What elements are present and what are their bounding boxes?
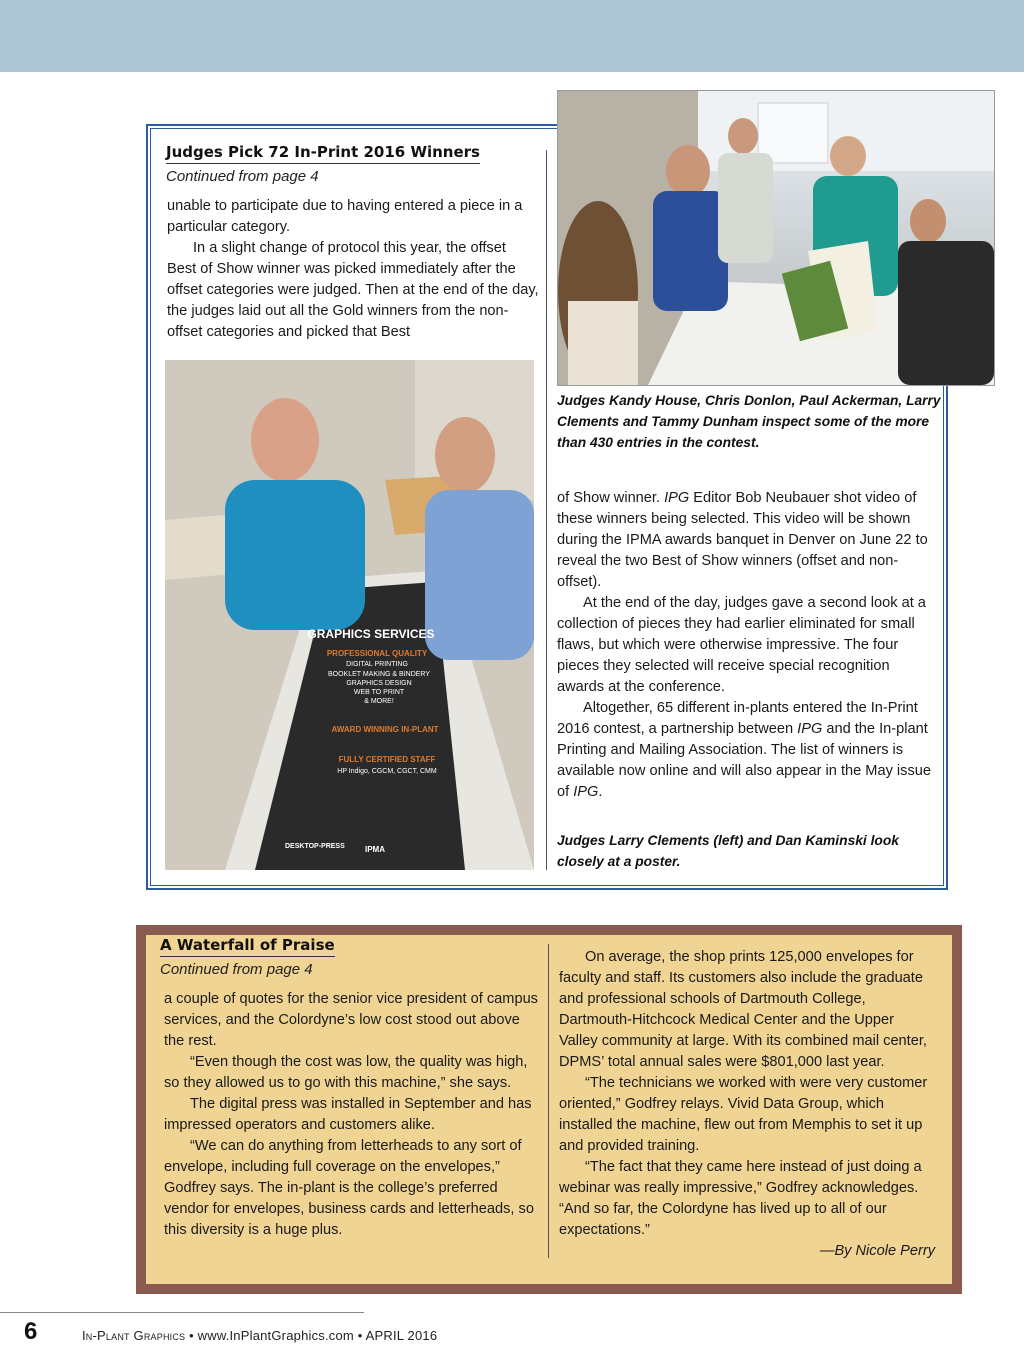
paragraph: “The technicians we worked with were very customer oriented,” Godfrey relays. Vivid Data Group, which installed the machine, flew out from Memphis to set it up and provided training.	[559, 1075, 928, 1154]
paragraph: The digital press was installed in September and has impressed operators and customers alike.	[164, 1096, 532, 1133]
separator: •	[357, 1328, 363, 1343]
paragraph: unable to participate due to having entered a piece in a particular category.	[167, 198, 523, 235]
footer-line	[82, 1328, 437, 1343]
poster-line: & MORE!	[364, 698, 394, 705]
poster-line: GRAPHICS DESIGN	[346, 680, 412, 687]
article-column-2	[557, 488, 935, 803]
photo-caption-top: Judges Kandy House, Chris Donlon, Paul Ackerman, Larry Clements and Tammy Dunham inspect some of the more than 430 entries in the contest.	[557, 393, 941, 450]
publication-abbrev: IPG	[797, 721, 823, 737]
photo-caption-bottom: Judges Larry Clements (left) and Dan Kaminski look closely at a poster.	[557, 833, 899, 869]
poster-line: WEB TO PRINT	[353, 689, 405, 696]
poster-line: DIGITAL PRINTING	[346, 661, 408, 668]
paragraph: In a slight change of protocol this year, the offset Best of Show winner was picked immediately after the offset categories were judged. Then at the end of the day, the judges laid out all the Gold winners from the non-offset categories and picked that Best	[167, 240, 539, 340]
separator: •	[189, 1328, 194, 1343]
text-run: .	[598, 784, 603, 800]
footer-rule	[0, 1312, 364, 1313]
paragraph: On average, the shop prints 125,000 envelopes for faculty and staff. Its customers also include the graduate and professional schools of Dartmouth College, Dartmouth-Hitchcock Medical Center and the Upper Valley community at large. With its combined mail center, DPMS’ total annual sales were $801,000 last year.	[559, 949, 927, 1070]
publication-abbrev: IPG	[573, 784, 599, 800]
paragraph: a couple of quotes for the senior vice president of campus services, and the Colordyne’s low cost stood out above the rest.	[164, 991, 538, 1049]
text-run: of Show winner.	[557, 490, 665, 506]
paragraph: “The fact that they came here instead of just doing a webinar was really impressive,” Godfrey acknowledges. “And so far, the Colordyne has lived up to all of our expectations.”	[559, 1159, 922, 1238]
poster-title: GRAPHICS SERVICES	[307, 627, 435, 641]
poster-line: PROFESSIONAL QUALITY	[326, 649, 428, 658]
page-number: 6	[24, 1318, 38, 1345]
column-rule	[546, 150, 547, 870]
poster-logo: DESKTOP-PRESS	[285, 843, 345, 850]
paragraph: “Even though the cost was low, the quality was high, so they allowed us to go with this machine,” she says.	[164, 1054, 528, 1091]
paragraph: At the end of the day, judges gave a second look at a collection of pieces they had earlier eliminated for small flaws, but which were otherwise impressive. The four pieces they selected will receive special recognition awards at the conference.	[557, 595, 926, 695]
text-run: Altogether, 65 different in-plants entered the In-Print 2016 contest, a partnership between	[557, 700, 918, 737]
judges-group-photo	[557, 90, 995, 386]
continued-note: Continued from page 4	[160, 961, 313, 978]
text-run: and the In-plant Printing and Mailing Association. The list of winners is available now online and will also appear in the May issue of	[557, 721, 931, 800]
article-headline: A Waterfall of Praise	[160, 936, 335, 957]
publication-name: In-Plant Graphics	[82, 1328, 186, 1343]
text-run: Editor Bob Neubauer shot video of these winners being selected. This video will be shown during the IPMA awards banquet in Denver on June 22 to reveal the two Best of Show winners (offset and non-offset).	[557, 490, 928, 590]
issue-date: APRIL 2016	[365, 1328, 438, 1343]
poster-inspection-photo	[165, 360, 534, 870]
photo-illustration	[558, 91, 994, 385]
poster-logo: IPMA	[365, 845, 385, 854]
poster-award: AWARD WINNING IN-PLANT	[331, 725, 439, 734]
article-column-2	[559, 947, 935, 1262]
article-column-1	[164, 989, 538, 1241]
column-rule	[548, 944, 549, 1258]
poster-certs: HP Indigo, CGCM, CGCT, CMM	[337, 768, 437, 775]
article-column-1	[167, 196, 539, 343]
paragraph	[557, 698, 935, 803]
publication-abbrev: IPG	[664, 490, 690, 506]
photo-illustration	[165, 360, 534, 870]
continued-note: Continued from page 4	[166, 168, 319, 185]
paragraph: “We can do anything from letterheads to any sort of envelope, including full coverage on the envelopes,” Godfrey says. The in-plant is the college’s preferred vendor for envelopes, business cards and letterheads, so this diversity is a huge plus.	[164, 1138, 534, 1238]
header-band	[0, 0, 1024, 72]
article-headline: Judges Pick 72 In-Print 2016 Winners	[166, 143, 480, 164]
poster-line: BOOKLET MAKING & BINDERY	[327, 671, 431, 678]
website-link[interactable]: www.InPlantGraphics.com	[197, 1328, 354, 1343]
paragraph	[557, 488, 935, 593]
byline: —By Nicole Perry	[819, 1243, 935, 1259]
poster-certified: FULLY CERTIFIED STAFF	[338, 755, 436, 764]
